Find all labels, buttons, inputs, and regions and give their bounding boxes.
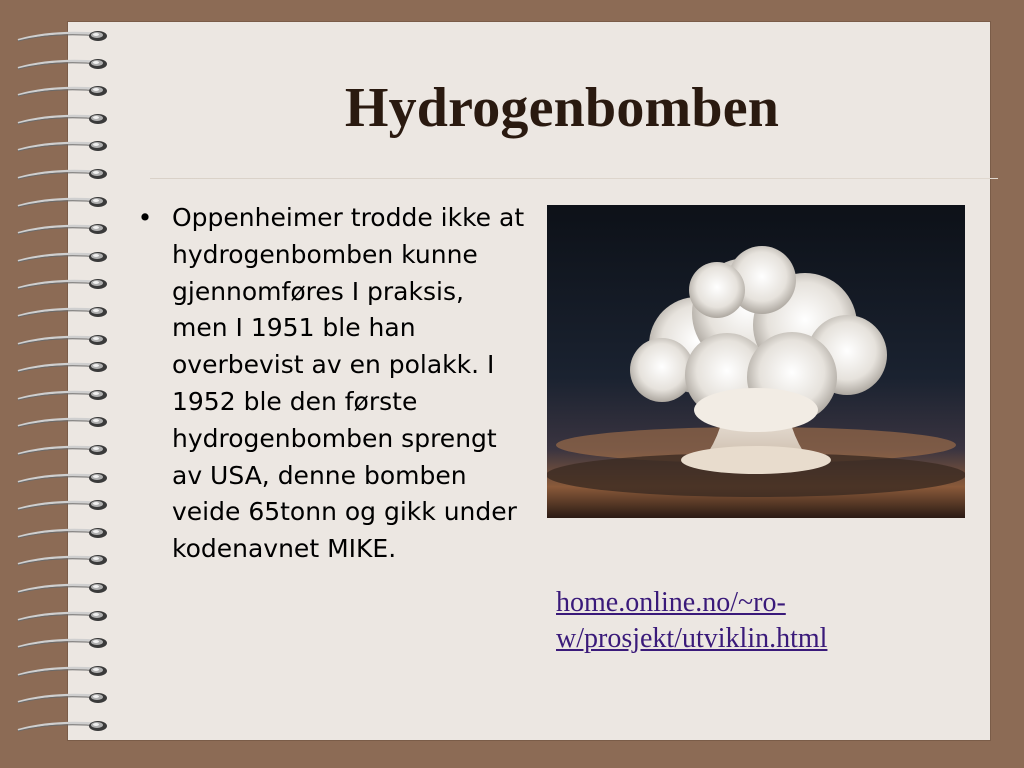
binding-ring <box>14 442 110 458</box>
binding-ring <box>14 56 110 72</box>
binding-ring <box>14 552 110 568</box>
binding-ring <box>14 359 110 375</box>
slide-title: Hydrogenbomben <box>344 77 780 139</box>
mushroom-cloud-photo <box>547 205 965 518</box>
binding-ring <box>14 138 110 154</box>
binding-ring <box>14 663 110 679</box>
binding-ring <box>14 249 110 265</box>
binding-ring <box>14 635 110 651</box>
bullet-list <box>132 200 527 568</box>
binding-ring <box>14 111 110 127</box>
binding-ring <box>14 414 110 430</box>
binding-ring <box>14 28 110 44</box>
binding-ring <box>14 332 110 348</box>
title-divider <box>150 178 998 179</box>
binding-ring <box>14 221 110 237</box>
binding-ring <box>14 194 110 210</box>
binding-ring <box>14 166 110 182</box>
binding-ring <box>14 470 110 486</box>
binding-ring <box>14 304 110 320</box>
binding-ring <box>14 276 110 292</box>
binding-ring <box>14 83 110 99</box>
bullet-mark: • <box>137 203 153 232</box>
binding-ring <box>14 718 110 734</box>
binding-ring <box>14 497 110 513</box>
binding-ring <box>14 690 110 706</box>
binding-ring <box>14 580 110 596</box>
source-link-line1[interactable]: home.online.no/~ro- <box>556 587 786 618</box>
binding-ring <box>14 387 110 403</box>
binding-ring <box>14 525 110 541</box>
bullet-text: Oppenheimer trodde ikke at hydrogenbomben kunne gjennomføres I praksis, men I 1951 ble han overbevist av en polakk. I 1952 ble den første hydrogenbomben sprengt av USA, denne bomben veide 65tonn og gikk under kodenavnet MIKE. <box>172 203 525 564</box>
binding-ring <box>14 608 110 624</box>
source-link[interactable] <box>556 585 896 657</box>
bullet-item <box>132 200 527 568</box>
source-link-line2[interactable]: w/prosjekt/utviklin.html <box>556 623 828 654</box>
